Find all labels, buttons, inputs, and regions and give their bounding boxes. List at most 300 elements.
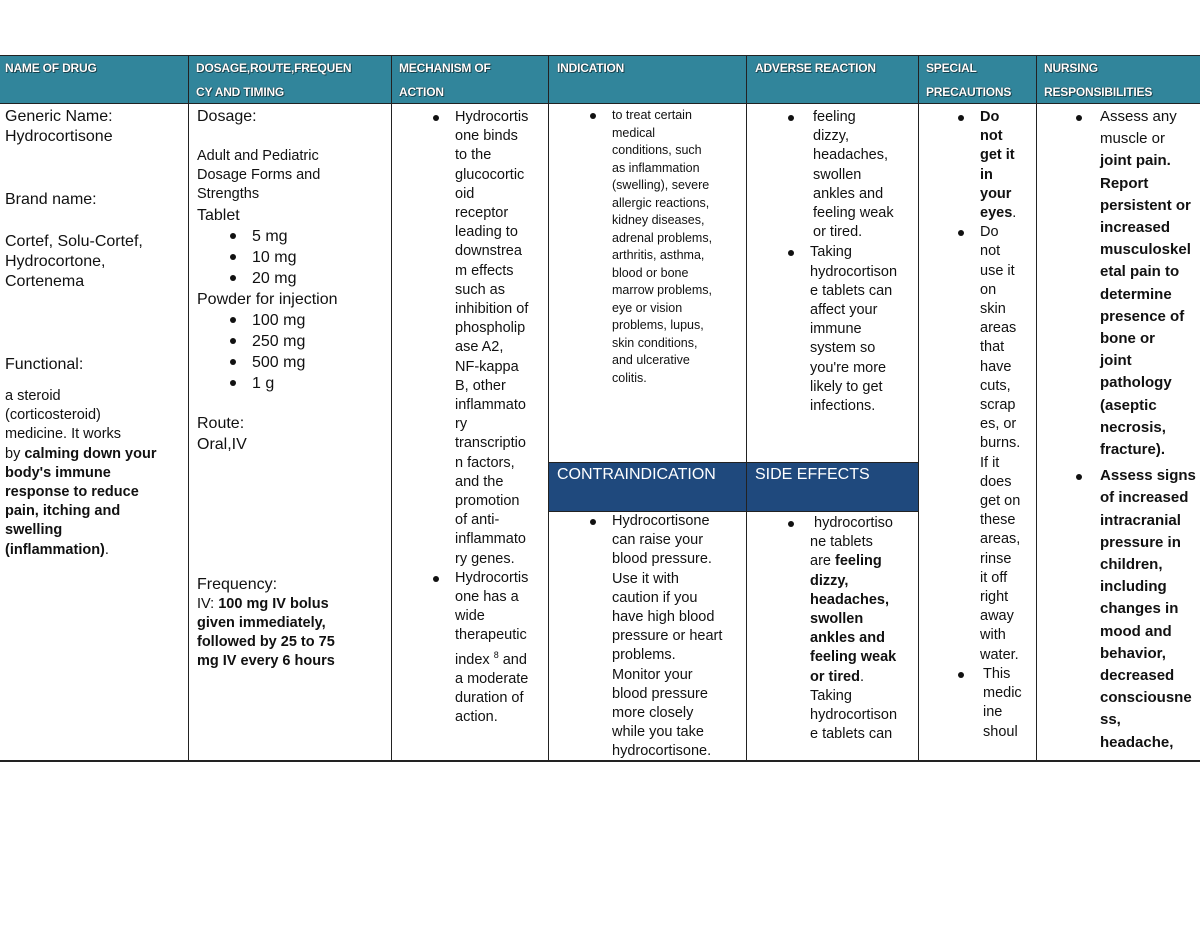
adverse-line: hydrocortison bbox=[810, 263, 898, 280]
header-nursing bbox=[1044, 56, 1152, 104]
side-effects-line: dizzy, bbox=[810, 572, 849, 589]
precautions-cell bbox=[980, 108, 1034, 742]
precaution-line: shoul bbox=[983, 723, 1018, 740]
nursing-line: including bbox=[1100, 578, 1167, 596]
precaution-line: areas bbox=[980, 320, 1017, 337]
nursing-line: decreased bbox=[1100, 667, 1175, 685]
mechanism-item-2-lines bbox=[455, 569, 547, 646]
list-item bbox=[252, 331, 389, 352]
bullet-icon bbox=[230, 359, 236, 365]
frequency-bold-text: mg IV every 6 hours bbox=[197, 653, 335, 670]
nursing-line: mood and bbox=[1100, 622, 1172, 640]
mechanism-list bbox=[455, 108, 547, 727]
tablet-strength-list bbox=[252, 226, 389, 289]
adverse-item-2 bbox=[810, 243, 916, 416]
functional-label: Functional: bbox=[5, 356, 84, 373]
contraindication-line: blood pressure bbox=[612, 685, 708, 702]
list-item bbox=[252, 268, 389, 289]
list-item bbox=[980, 108, 1034, 223]
powder-label: Powder for injection bbox=[197, 290, 338, 308]
side-effects-text: are bbox=[810, 553, 835, 570]
contraindication-line: can raise your bbox=[612, 532, 704, 549]
contraindication-line: caution if you bbox=[612, 589, 698, 606]
bullet-icon bbox=[788, 115, 794, 121]
list-item bbox=[612, 512, 744, 762]
nursing-line: muscle or bbox=[1100, 130, 1166, 148]
adverse-line: you're more bbox=[810, 359, 887, 376]
indication-line: and ulcerative bbox=[612, 353, 690, 367]
header-adverse-label: ADVERSE REACTION bbox=[755, 61, 876, 75]
side-effects-line bbox=[810, 552, 916, 571]
side-effects-line bbox=[810, 668, 916, 687]
mechanism-line: ase A2, bbox=[455, 339, 504, 356]
adverse-item-1 bbox=[810, 108, 916, 242]
bullet-icon bbox=[958, 115, 964, 121]
list-item bbox=[455, 569, 547, 727]
precaution-line: Do bbox=[980, 224, 999, 241]
header-dosage-line2: CY AND TIMING bbox=[196, 85, 285, 99]
mechanism-line: therapeutic bbox=[455, 627, 527, 644]
precaution-line: have bbox=[980, 358, 1012, 375]
nursing-line: changes in bbox=[1100, 600, 1179, 618]
contraindication-line: blood pressure. bbox=[612, 551, 712, 568]
mechanism-line: to the bbox=[455, 147, 492, 164]
mechanism-line: inflammato bbox=[455, 397, 526, 414]
functional-bold-text: swelling bbox=[5, 522, 63, 539]
list-item bbox=[1100, 106, 1198, 461]
mechanism-line: leading to bbox=[455, 224, 518, 241]
list-item bbox=[252, 352, 389, 373]
functional-bold-text: pain, itching and bbox=[5, 503, 121, 520]
functional-line bbox=[5, 483, 185, 502]
indication-line: skin conditions, bbox=[612, 335, 698, 350]
bullet-icon bbox=[230, 338, 236, 344]
precautions-list bbox=[980, 108, 1034, 742]
mechanism-line: action. bbox=[455, 709, 498, 726]
dosage-cell bbox=[197, 107, 389, 671]
frequency-line bbox=[197, 633, 389, 652]
mechanism-line: downstrea bbox=[455, 243, 522, 260]
footnote-ref: 8 bbox=[493, 649, 499, 660]
mechanism-line: Hydrocortis bbox=[455, 109, 529, 125]
adverse-line: feeling bbox=[813, 109, 856, 125]
dosage-forms-line: Dosage Forms and bbox=[197, 167, 321, 184]
route-value: Oral,IV bbox=[197, 435, 247, 453]
drug-cell bbox=[5, 107, 185, 560]
precaution-line: areas, bbox=[980, 531, 1021, 548]
side-effects-line: swollen bbox=[810, 611, 864, 628]
contraindication-list bbox=[612, 512, 744, 762]
functional-line bbox=[5, 521, 185, 540]
functional-line bbox=[5, 464, 185, 483]
mechanism-line: n factors, bbox=[455, 454, 515, 471]
mechanism-line: ry bbox=[455, 416, 468, 433]
nursing-line: musculoskel bbox=[1100, 241, 1191, 259]
tablet-strength: 10 mg bbox=[252, 248, 297, 266]
nursing-line: necrosis, bbox=[1100, 418, 1166, 436]
brand-name-label: Brand name: bbox=[5, 191, 97, 208]
nursing-item-1 bbox=[1100, 106, 1198, 461]
frequency-text: IV: bbox=[197, 595, 219, 612]
route-label: Route: bbox=[197, 414, 245, 432]
col-divider-4 bbox=[746, 55, 747, 762]
mechanism-line: of anti- bbox=[455, 512, 500, 529]
precaution-line: burns. bbox=[980, 435, 1021, 452]
side-effects-cell bbox=[810, 514, 916, 744]
precaution-line: scrap bbox=[980, 397, 1016, 414]
frequency-line bbox=[197, 652, 389, 671]
precaution-line: cuts, bbox=[980, 377, 1011, 394]
adverse-line: ankles and bbox=[813, 185, 884, 202]
frequency-line bbox=[197, 614, 389, 633]
functional-line bbox=[5, 502, 185, 521]
bullet-icon bbox=[230, 317, 236, 323]
mechanism-line: m effects bbox=[455, 262, 514, 279]
adverse-line: Taking bbox=[810, 244, 852, 261]
indication-line: kidney diseases, bbox=[612, 213, 705, 227]
precaution-line: skin bbox=[980, 301, 1006, 318]
precaution-line: away bbox=[980, 608, 1014, 625]
powder-strength: 250 mg bbox=[252, 332, 306, 350]
header-indication-label: INDICATION bbox=[557, 61, 625, 75]
nursing-list bbox=[1100, 106, 1198, 754]
header-indication bbox=[557, 56, 624, 80]
precaution-text: . bbox=[1012, 205, 1017, 222]
mechanism-line: oid bbox=[455, 185, 475, 202]
nursing-line: pressure in bbox=[1100, 533, 1181, 551]
precaution-line: on bbox=[980, 281, 997, 298]
header-precautions-line2: PRECAUTIONS bbox=[926, 85, 1012, 99]
nursing-line: ss, bbox=[1100, 711, 1121, 729]
mechanism-line: glucocortic bbox=[455, 166, 525, 183]
indication-line: marrow problems, bbox=[612, 283, 713, 297]
side-effects-bold-text: feeling bbox=[835, 553, 882, 570]
list-item bbox=[455, 108, 547, 569]
nursing-line: joint pain. bbox=[1100, 152, 1171, 170]
mechanism-text: and bbox=[498, 651, 527, 668]
adverse-line: system so bbox=[810, 340, 876, 357]
contraindication-line: Use it with bbox=[612, 570, 679, 587]
nursing-line: etal pain to bbox=[1100, 263, 1180, 281]
brand-name-value-1: Cortef, Solu-Cortef, bbox=[5, 233, 143, 250]
brand-name-value-2: Hydrocortone, bbox=[5, 253, 106, 270]
precaution-line: right bbox=[980, 589, 1009, 606]
list-item bbox=[810, 108, 916, 242]
header-precautions bbox=[926, 56, 1011, 104]
mechanism-line: ry genes. bbox=[455, 550, 515, 567]
header-dosage bbox=[196, 56, 351, 104]
indication-line: to treat certain bbox=[612, 108, 692, 122]
adverse-list bbox=[810, 108, 916, 416]
bullet-icon bbox=[788, 521, 794, 527]
precaution-line: use it bbox=[980, 262, 1015, 279]
nursing-line: increased bbox=[1100, 219, 1171, 237]
mechanism-line: promotion bbox=[455, 493, 520, 510]
adverse-line: immune bbox=[810, 321, 862, 338]
contraindication-line: have high blood bbox=[612, 609, 715, 626]
side-effects-bold-lines bbox=[810, 572, 916, 668]
precaution-line: not bbox=[980, 128, 1003, 145]
side-effects-title: SIDE EFFECTS bbox=[755, 466, 870, 483]
contraindication-line: more closely bbox=[612, 705, 694, 722]
indication-line: blood or bone bbox=[612, 265, 689, 280]
dosage-forms-line: Strengths bbox=[197, 186, 260, 203]
header-dosage-line1: DOSAGE,ROUTE,FREQUEN bbox=[196, 61, 352, 75]
list-item bbox=[980, 223, 1034, 665]
list-item bbox=[252, 247, 389, 268]
functional-line bbox=[5, 541, 185, 560]
mechanism-line: Hydrocortis bbox=[455, 569, 529, 586]
header-precautions-line1: SPECIAL bbox=[926, 61, 977, 75]
functional-line bbox=[5, 445, 185, 464]
side-effects-line: feeling weak bbox=[810, 649, 897, 666]
list-item bbox=[810, 514, 916, 744]
indication-line: colitis. bbox=[612, 370, 647, 385]
frequency-bold-text: followed by 25 to 75 bbox=[197, 634, 335, 651]
functional-bold-text: body's immune bbox=[5, 464, 111, 481]
mechanism-line: one has a bbox=[455, 589, 519, 606]
mechanism-line: B, other bbox=[455, 377, 506, 394]
adverse-line: headaches, bbox=[813, 147, 888, 164]
side-effects-text: . bbox=[859, 668, 864, 685]
mechanism-line: and the bbox=[455, 473, 504, 490]
frequency-bold-text: 100 mg IV bolus bbox=[218, 595, 329, 612]
contraindication-text bbox=[612, 512, 744, 762]
header-adverse bbox=[755, 56, 876, 80]
frequency-line bbox=[197, 595, 389, 614]
col-divider-6 bbox=[1036, 55, 1037, 762]
nursing-line: (aseptic bbox=[1100, 396, 1157, 414]
list-item bbox=[810, 243, 916, 416]
frequency-label: Frequency: bbox=[197, 575, 278, 593]
contraindication-cell bbox=[612, 512, 744, 762]
precaution-line: medic bbox=[983, 685, 1022, 702]
nursing-line: persistent or bbox=[1100, 196, 1191, 214]
mechanism-line: receptor bbox=[455, 205, 509, 222]
mechanism-line: duration of bbox=[455, 689, 524, 706]
nursing-line: determine bbox=[1100, 285, 1172, 303]
powder-strength: 500 mg bbox=[252, 353, 306, 371]
mechanism-line: such as bbox=[455, 281, 505, 298]
precaution-text: eyes bbox=[980, 205, 1013, 222]
mechanism-line: wide bbox=[455, 608, 485, 625]
brand-name-value-3: Cortenema bbox=[5, 273, 85, 290]
precaution-line: If it bbox=[980, 454, 1000, 471]
indication-cell bbox=[612, 107, 744, 387]
tablet-label: Tablet bbox=[197, 206, 240, 224]
col-divider-1 bbox=[188, 55, 189, 762]
bullet-icon bbox=[433, 115, 439, 121]
side-effects-line: e tablets can bbox=[810, 726, 893, 743]
bullet-icon bbox=[958, 672, 964, 678]
side-effects-line: hydrocortison bbox=[810, 707, 898, 724]
indication-line: eye or vision bbox=[612, 300, 683, 315]
precaution-line: these bbox=[980, 512, 1016, 529]
list-item bbox=[1100, 465, 1198, 754]
bullet-icon bbox=[230, 254, 236, 260]
bullet-icon bbox=[230, 380, 236, 386]
side-effects-bold-text: or tired bbox=[810, 668, 860, 685]
mechanism-item-2-rest bbox=[455, 670, 547, 728]
header-mechanism-line1: MECHANISM OF bbox=[399, 61, 491, 75]
nursing-line: bone or bbox=[1100, 330, 1155, 348]
header-nursing-line2: RESPONSIBILITIES bbox=[1044, 85, 1153, 99]
adverse-line: swollen bbox=[813, 166, 862, 183]
indication-text bbox=[612, 107, 744, 387]
nursing-line: fracture). bbox=[1100, 441, 1166, 459]
mechanism-index-line bbox=[455, 646, 547, 670]
col-divider-3 bbox=[548, 55, 549, 762]
bullet-icon bbox=[433, 576, 439, 582]
contraindication-line: Hydrocortisone bbox=[612, 513, 710, 529]
side-effects-list bbox=[810, 514, 916, 744]
functional-text: . bbox=[104, 541, 109, 558]
mechanism-item-2 bbox=[455, 569, 547, 727]
nursing-line: Report bbox=[1100, 174, 1149, 192]
contraindication-line: problems. bbox=[612, 647, 676, 664]
powder-strength: 100 mg bbox=[252, 311, 306, 329]
header-mechanism-line2: ACTION bbox=[399, 85, 444, 99]
indication-line: conditions, such bbox=[612, 143, 702, 157]
contraindication-line: Monitor your bbox=[612, 666, 693, 683]
mechanism-line: phospholip bbox=[455, 320, 526, 337]
powder-strength-list bbox=[252, 310, 389, 394]
bullet-icon bbox=[590, 519, 596, 525]
adverse-line: or tired. bbox=[813, 224, 863, 241]
header-mechanism bbox=[399, 56, 491, 104]
precaution-line: with bbox=[980, 627, 1006, 644]
mechanism-line: inflammato bbox=[455, 531, 526, 548]
list-item bbox=[252, 310, 389, 331]
list-item bbox=[980, 665, 1034, 742]
dosage-forms-line: Adult and Pediatric bbox=[197, 148, 319, 164]
bullet-icon bbox=[1076, 115, 1082, 121]
precaution-line: ine bbox=[983, 704, 1003, 721]
precaution-line bbox=[980, 204, 1034, 223]
tablet-strength: 20 mg bbox=[252, 269, 297, 287]
nursing-item-2 bbox=[1100, 465, 1198, 754]
side-effects-line: Taking bbox=[810, 687, 852, 704]
mechanism-line: inhibition of bbox=[455, 301, 529, 318]
functional-line: medicine. It works bbox=[5, 426, 122, 443]
header-nursing-line1: NURSING bbox=[1044, 61, 1098, 75]
contraindication-line: pressure or heart bbox=[612, 628, 723, 645]
dosage-label: Dosage: bbox=[197, 108, 257, 125]
contraindication-line: hydrocortisone. bbox=[612, 743, 712, 760]
precaution-line: in bbox=[980, 166, 993, 183]
functional-text: by bbox=[5, 445, 25, 462]
functional-line: (corticosteroid) bbox=[5, 407, 101, 424]
precaution-line: not bbox=[980, 243, 1001, 260]
adverse-line: e tablets can bbox=[810, 282, 893, 299]
indication-line: medical bbox=[612, 125, 656, 140]
nursing-line: Assess any bbox=[1100, 108, 1177, 125]
list-item bbox=[612, 107, 744, 387]
header-bottom-border bbox=[0, 103, 1200, 104]
precaution-line: This bbox=[983, 665, 1011, 682]
bullet-icon bbox=[230, 275, 236, 281]
side-effects-line: ne tablets bbox=[810, 534, 873, 551]
mechanism-line: transcriptio bbox=[455, 435, 526, 452]
adverse-line: likely to get bbox=[810, 378, 883, 395]
adverse-cell bbox=[810, 108, 916, 416]
side-effects-item bbox=[810, 514, 916, 744]
precaution-line: get it bbox=[980, 147, 1015, 164]
mechanism-line: one binds bbox=[455, 128, 518, 145]
functional-line: a steroid bbox=[5, 388, 61, 404]
mechanism-text: index bbox=[455, 651, 494, 668]
nursing-line: intracranial bbox=[1100, 511, 1181, 529]
nursing-cell bbox=[1100, 106, 1198, 754]
list-item bbox=[252, 373, 389, 394]
generic-name-label: Generic Name: bbox=[5, 108, 113, 125]
indication-line: (swelling), severe bbox=[612, 178, 710, 192]
header-drug-label: NAME OF DRUG bbox=[5, 61, 97, 75]
nursing-line: joint bbox=[1100, 352, 1132, 370]
generic-name-value: Hydrocortisone bbox=[5, 128, 113, 145]
adverse-line: infections. bbox=[810, 398, 876, 415]
tablet-strength: 5 mg bbox=[252, 227, 288, 245]
nursing-line: consciousne bbox=[1100, 689, 1192, 707]
precaution-line: your bbox=[980, 185, 1012, 202]
functional-bold-text: calming down your bbox=[24, 445, 157, 462]
indication-line: problems, lupus, bbox=[612, 318, 704, 332]
list-item bbox=[252, 226, 389, 247]
adverse-line: affect your bbox=[810, 302, 878, 319]
indication-line: as inflammation bbox=[612, 160, 700, 175]
table-bottom-border bbox=[0, 760, 1200, 762]
col-divider-2 bbox=[391, 55, 392, 762]
bullet-icon bbox=[590, 113, 596, 119]
contraindication-line: while you take bbox=[612, 724, 704, 741]
precaution-line: get on bbox=[980, 493, 1021, 510]
precaution-line: that bbox=[980, 339, 1005, 356]
subheader-top-border bbox=[548, 462, 919, 463]
mechanism-line: a moderate bbox=[455, 670, 529, 687]
nursing-line: behavior, bbox=[1100, 644, 1166, 662]
contraindication-title: CONTRAINDICATION bbox=[557, 466, 716, 483]
side-effects-rest bbox=[810, 687, 916, 745]
adverse-line: dizzy, bbox=[813, 128, 849, 145]
precaution-line: Do bbox=[980, 109, 1000, 125]
col-divider-5 bbox=[918, 55, 919, 762]
precaution-item-3 bbox=[980, 665, 1034, 742]
mechanism-cell bbox=[455, 108, 547, 727]
precaution-item-1 bbox=[980, 108, 1034, 223]
header-drug bbox=[5, 56, 97, 80]
bullet-icon bbox=[230, 233, 236, 239]
nursing-bold-lines bbox=[1100, 150, 1198, 461]
side-effects-line: headaches, bbox=[810, 591, 889, 608]
precaution-item-2 bbox=[980, 223, 1034, 665]
mechanism-line: NF-kappa bbox=[455, 358, 519, 375]
functional-bold-text: (inflammation) bbox=[5, 541, 105, 558]
indication-list bbox=[612, 107, 744, 387]
nursing-line: of increased bbox=[1100, 489, 1189, 507]
precaution-line: water. bbox=[980, 646, 1019, 663]
side-effects-line: hydrocortiso bbox=[814, 515, 893, 531]
precaution-lines bbox=[980, 108, 1034, 204]
precaution-line: it off bbox=[980, 569, 1008, 586]
nursing-line: Assess signs bbox=[1100, 467, 1196, 485]
side-effects-line: ankles and bbox=[810, 630, 885, 647]
functional-bold-text: response to reduce bbox=[5, 484, 139, 501]
indication-line: allergic reactions, bbox=[612, 195, 710, 210]
precaution-line: rinse bbox=[980, 550, 1012, 567]
precaution-line: es, or bbox=[980, 416, 1017, 433]
nursing-line: presence of bbox=[1100, 307, 1185, 325]
nursing-line: children, bbox=[1100, 556, 1163, 574]
